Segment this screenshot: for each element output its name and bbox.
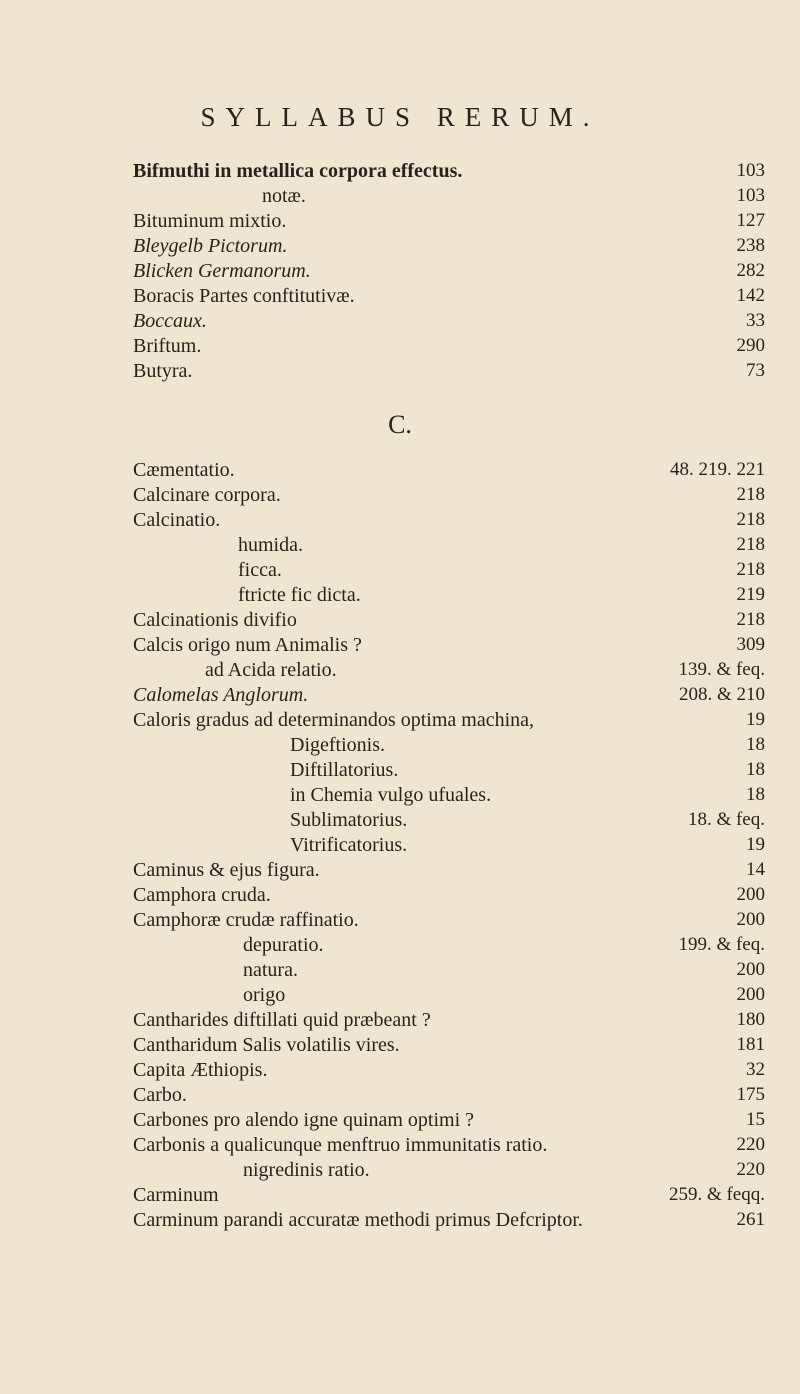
entry-page: 219 xyxy=(736,584,765,605)
entry-page: 218 xyxy=(736,609,765,630)
index-entry xyxy=(0,158,800,184)
entry-page: 208. & 210 xyxy=(678,684,765,705)
entry-page: 199. & feq. xyxy=(678,934,765,955)
entry-label: Boccaux. xyxy=(133,310,207,332)
entry-label: Bifmuthi in metallica corpora effectus. xyxy=(133,160,463,182)
index-entry xyxy=(0,183,800,209)
entry-label: Bituminum mixtio. xyxy=(133,210,287,232)
index-entry xyxy=(0,882,800,908)
entry-label: Caminus & ejus figura. xyxy=(133,859,320,881)
entry-page: 18. & feq. xyxy=(687,809,765,830)
entry-page: 175 xyxy=(736,1084,765,1105)
entry-label: Camphora cruda. xyxy=(133,884,271,906)
entry-label: notæ. xyxy=(262,185,306,207)
entry-page: 259. & feqq. xyxy=(668,1184,765,1205)
entry-page: 103 xyxy=(736,185,765,206)
entry-page: 220 xyxy=(736,1134,765,1155)
entry-label: Camphoræ crudæ raffinatio. xyxy=(133,909,359,931)
entry-label: Calcinatio. xyxy=(133,509,221,531)
entry-label: Boracis Partes conftitutivæ. xyxy=(133,285,355,307)
entry-page: 200 xyxy=(736,959,765,980)
index-entry xyxy=(0,532,800,558)
index-entry xyxy=(0,732,800,758)
entry-label: Butyra. xyxy=(133,360,193,382)
entry-label: Carminum parandi accuratæ methodi primus Defcriptor. xyxy=(133,1209,583,1231)
entry-label: Diftillatorius. xyxy=(290,759,399,781)
entry-page: 200 xyxy=(736,909,765,930)
entry-label: origo xyxy=(243,984,286,1006)
index-entry xyxy=(0,1182,800,1208)
entry-page: 15 xyxy=(746,1109,765,1130)
index-entry xyxy=(0,582,800,608)
index-entry xyxy=(0,208,800,234)
entry-label: Caloris gradus ad determinandos optima machina, xyxy=(133,709,535,731)
entry-label: in Chemia vulgo ufuales. xyxy=(290,784,492,806)
entry-page: 309 xyxy=(736,634,765,655)
entry-label: humida. xyxy=(238,534,303,556)
index-entry xyxy=(0,657,800,683)
entry-label: ftricte fic dicta. xyxy=(238,584,361,606)
entry-label: Carminum xyxy=(133,1184,219,1206)
entry-label: Calomelas Anglorum. xyxy=(133,684,309,706)
index-entry xyxy=(0,358,800,384)
entry-label: Carbo. xyxy=(133,1084,187,1106)
index-entry xyxy=(0,1107,800,1133)
page-title: SYLLABUS RERUM. xyxy=(200,102,600,132)
entry-label: Digeftionis. xyxy=(290,734,385,756)
index-entry xyxy=(0,482,800,508)
entry-label: nigredinis ratio. xyxy=(243,1159,370,1181)
entry-page: 282 xyxy=(736,260,765,281)
entry-page: 218 xyxy=(736,484,765,505)
index-entry xyxy=(0,507,800,533)
index-entry xyxy=(0,1157,800,1183)
entry-label: Sublimatorius. xyxy=(290,809,408,831)
entry-page: 200 xyxy=(736,984,765,1005)
entry-page: 14 xyxy=(746,859,765,880)
entry-page: 103 xyxy=(736,160,765,181)
entry-page: 73 xyxy=(746,360,765,381)
index-entry xyxy=(0,1057,800,1083)
index-entry xyxy=(0,557,800,583)
section-letter: C. xyxy=(388,410,412,439)
index-entry xyxy=(0,857,800,883)
entry-label: ficca. xyxy=(238,559,282,581)
entry-label: depuratio. xyxy=(243,934,324,956)
index-entry xyxy=(0,832,800,858)
entry-page: 218 xyxy=(736,509,765,530)
index-entry xyxy=(0,682,800,708)
entry-label: Calcinationis divifio xyxy=(133,609,297,631)
entry-label: Carbonis a qualicunque menftruo immunitatis ratio. xyxy=(133,1134,548,1156)
entry-label: Blicken Germanorum. xyxy=(133,260,311,282)
index-entry xyxy=(0,1132,800,1158)
entry-page: 18 xyxy=(746,734,765,755)
index-entry xyxy=(0,757,800,783)
index-entry xyxy=(0,1032,800,1058)
entry-label: natura. xyxy=(243,959,298,981)
entry-page: 139. & feq. xyxy=(678,659,765,680)
entry-page: 18 xyxy=(746,784,765,805)
entry-label: Vitrificatorius. xyxy=(290,834,408,856)
entry-page: 127 xyxy=(736,210,765,231)
entry-page: 200 xyxy=(736,884,765,905)
entry-page: 180 xyxy=(736,1009,765,1030)
index-entry xyxy=(0,258,800,284)
entry-page: 32 xyxy=(746,1059,765,1080)
entry-page: 290 xyxy=(736,335,765,356)
entry-label: Cæmentatio. xyxy=(133,459,235,481)
entry-label: Cantharides diftillati quid præbeant ? xyxy=(133,1009,431,1031)
index-entry xyxy=(0,607,800,633)
entry-page: 181 xyxy=(736,1034,765,1055)
entry-page: 220 xyxy=(736,1159,765,1180)
entry-page: 19 xyxy=(746,834,765,855)
entry-label: ad Acida relatio. xyxy=(205,659,337,681)
entry-page: 218 xyxy=(736,559,765,580)
index-entry xyxy=(0,957,800,983)
index-entry xyxy=(0,907,800,933)
index-entry xyxy=(0,932,800,958)
index-entry xyxy=(0,333,800,359)
entry-page: 48. 219. 221 xyxy=(670,459,765,480)
entry-label: Bleygelb Pictorum. xyxy=(133,235,288,257)
index-entry xyxy=(0,1007,800,1033)
entry-label: Calcinare corpora. xyxy=(133,484,281,506)
entry-label: Cantharidum Salis volatilis vires. xyxy=(133,1034,400,1056)
index-entry xyxy=(0,283,800,309)
entry-page: 142 xyxy=(736,285,765,306)
index-entry xyxy=(0,308,800,334)
index-entry xyxy=(0,707,800,733)
index-entry xyxy=(0,807,800,833)
entry-page: 19 xyxy=(746,709,765,730)
index-entry xyxy=(0,1082,800,1108)
index-entry xyxy=(0,233,800,259)
index-entry xyxy=(0,982,800,1008)
index-entry xyxy=(0,457,800,483)
entry-page: 218 xyxy=(736,534,765,555)
entry-label: Calcis origo num Animalis ? xyxy=(133,634,362,656)
entry-label: Capita Æthiopis. xyxy=(133,1059,268,1081)
entry-page: 18 xyxy=(746,759,765,780)
entry-label: Briftum. xyxy=(133,335,202,357)
entry-page: 33 xyxy=(746,310,765,331)
entry-label: Carbones pro alendo igne quinam optimi ? xyxy=(133,1109,475,1131)
entry-page: 238 xyxy=(736,235,765,256)
entry-page: 261 xyxy=(736,1209,765,1230)
index-entry xyxy=(0,782,800,808)
index-entry xyxy=(0,1207,800,1233)
index-entry xyxy=(0,632,800,658)
